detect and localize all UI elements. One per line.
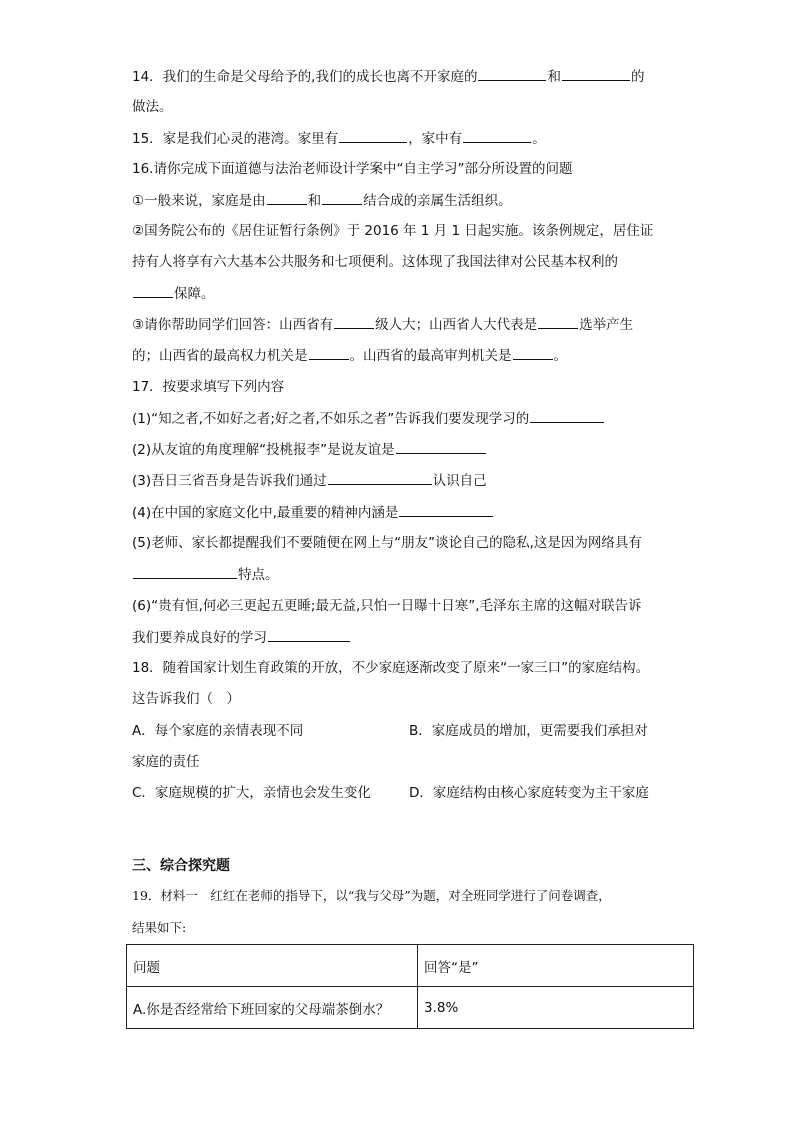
survey-table bbox=[126, 944, 694, 1029]
answer-blank[interactable] bbox=[339, 128, 407, 143]
option-d[interactable]: D．家庭结构由核心家庭转变为主干家庭 bbox=[409, 785, 649, 801]
question-16-part-3-line-2: 的；山西省的最高权力机关是 。山西省的最高审判机关是 。 bbox=[132, 345, 567, 366]
question-18-line-2: 这告诉我们（ ） bbox=[132, 691, 240, 707]
question-17-item-5-line-2: 特点。 bbox=[132, 564, 279, 585]
question-17-item-3: (3)吾日三省吾身是告诉我们通过 认识自己 bbox=[132, 470, 487, 491]
question-16-title: 16.请你完成下面道德与法治老师设计学案中“自主学习”部分所设置的问题 bbox=[132, 161, 573, 177]
table-cell: A.你是否经常给下班回家的父母端茶倒水？ bbox=[127, 987, 418, 1029]
question-15: 15．家是我们心灵的港湾。家里有 ，家中有 。 bbox=[132, 128, 546, 149]
answer-blank[interactable] bbox=[562, 66, 630, 81]
table-row bbox=[127, 987, 694, 1029]
question-17-title: 17．按要求填写下列内容 bbox=[132, 379, 285, 395]
option-a[interactable]: A．每个家庭的亲情表现不同 bbox=[132, 723, 304, 739]
answer-blank[interactable] bbox=[538, 314, 578, 329]
question-17-item-5-line-1: (5)老师、家长都提醒我们不要随便在网上与“朋友”谈论自己的隐私,这是因为网络具有 bbox=[132, 535, 642, 551]
option-c[interactable]: C．家庭规模的扩大，亲情也会发生变化 bbox=[132, 785, 371, 801]
answer-blank[interactable] bbox=[463, 128, 531, 143]
question-14-line-2: 做法。 bbox=[132, 99, 173, 115]
question-17-item-6-line-1: (6)“贵有恒,何必三更起五更睡;最无益,只怕一日曝十日寒”,毛泽东主席的这幅对联告诉 bbox=[132, 598, 642, 614]
question-16-part-2-line-1: ②国务院公布的《居住证暂行条例》于 2016 年 1 月 1 日起实施。该条例规定，居住证 bbox=[132, 223, 654, 239]
answer-blank[interactable] bbox=[399, 502, 493, 517]
answer-blank[interactable] bbox=[396, 439, 486, 454]
answer-blank[interactable] bbox=[328, 470, 432, 485]
question-16-part-1: ①一般来说，家庭是由 和 结合成的亲属生活组织。 bbox=[132, 190, 512, 211]
answer-blank[interactable] bbox=[267, 190, 307, 205]
option-b-continued: 家庭的责任 bbox=[132, 754, 200, 770]
question-16-part-3-line-1: ③请你帮助同学们回答：山西省有 级人大；山西省人大代表是 选举产生 bbox=[132, 314, 633, 335]
question-17-item-4: (4)在中国的家庭文化中,最重要的精神内涵是 bbox=[132, 502, 494, 523]
answer-blank[interactable] bbox=[268, 627, 350, 642]
question-18-line-1: 18．随着国家计划生育政策的开放，不少家庭逐渐改变了原来“一家三口”的家庭结构。 bbox=[132, 660, 650, 676]
table-header-row bbox=[127, 945, 694, 987]
table-header-cell: 问题 bbox=[127, 945, 418, 987]
answer-blank[interactable] bbox=[478, 66, 546, 81]
question-17-item-6-line-2: 我们要养成良好的学习 bbox=[132, 627, 351, 648]
question-19-line-2: 结果如下: bbox=[132, 920, 187, 935]
answer-blank[interactable] bbox=[513, 345, 553, 360]
table-cell: 3.8% bbox=[418, 987, 694, 1029]
question-19-line-1: 19．材料一 红红在老师的指导下，以“我与父母”为题，对全班同学进行了问卷调查， bbox=[132, 888, 611, 903]
answer-blank[interactable] bbox=[322, 190, 362, 205]
answer-blank[interactable] bbox=[133, 564, 237, 579]
question-16-part-2-line-2: 持有人将享有六大基本公共服务和七项便利。这体现了我国法律对公民基本权利的 bbox=[132, 254, 618, 270]
question-16-part-2-line-3: 保障。 bbox=[132, 283, 215, 304]
answer-blank[interactable] bbox=[309, 345, 349, 360]
question-17-item-1: (1)“知之者,不如好之者;好之者,不如乐之者”告诉我们要发现学习的 bbox=[132, 408, 605, 429]
answer-blank[interactable] bbox=[334, 314, 374, 329]
answer-blank[interactable] bbox=[530, 408, 604, 423]
answer-blank[interactable] bbox=[133, 283, 173, 298]
question-14-line-1: 14．我们的生命是父母给予的,我们的成长也离不开家庭的 和 的 bbox=[132, 66, 644, 87]
question-17-item-2: (2)从友谊的角度理解“投桃报李”是说友谊是 bbox=[132, 439, 487, 460]
table-header-cell: 回答“是” bbox=[418, 945, 694, 987]
section-heading: 三、综合探究题 bbox=[132, 858, 230, 874]
option-b[interactable]: B．家庭成员的增加，更需要我们承担对 bbox=[409, 723, 648, 739]
